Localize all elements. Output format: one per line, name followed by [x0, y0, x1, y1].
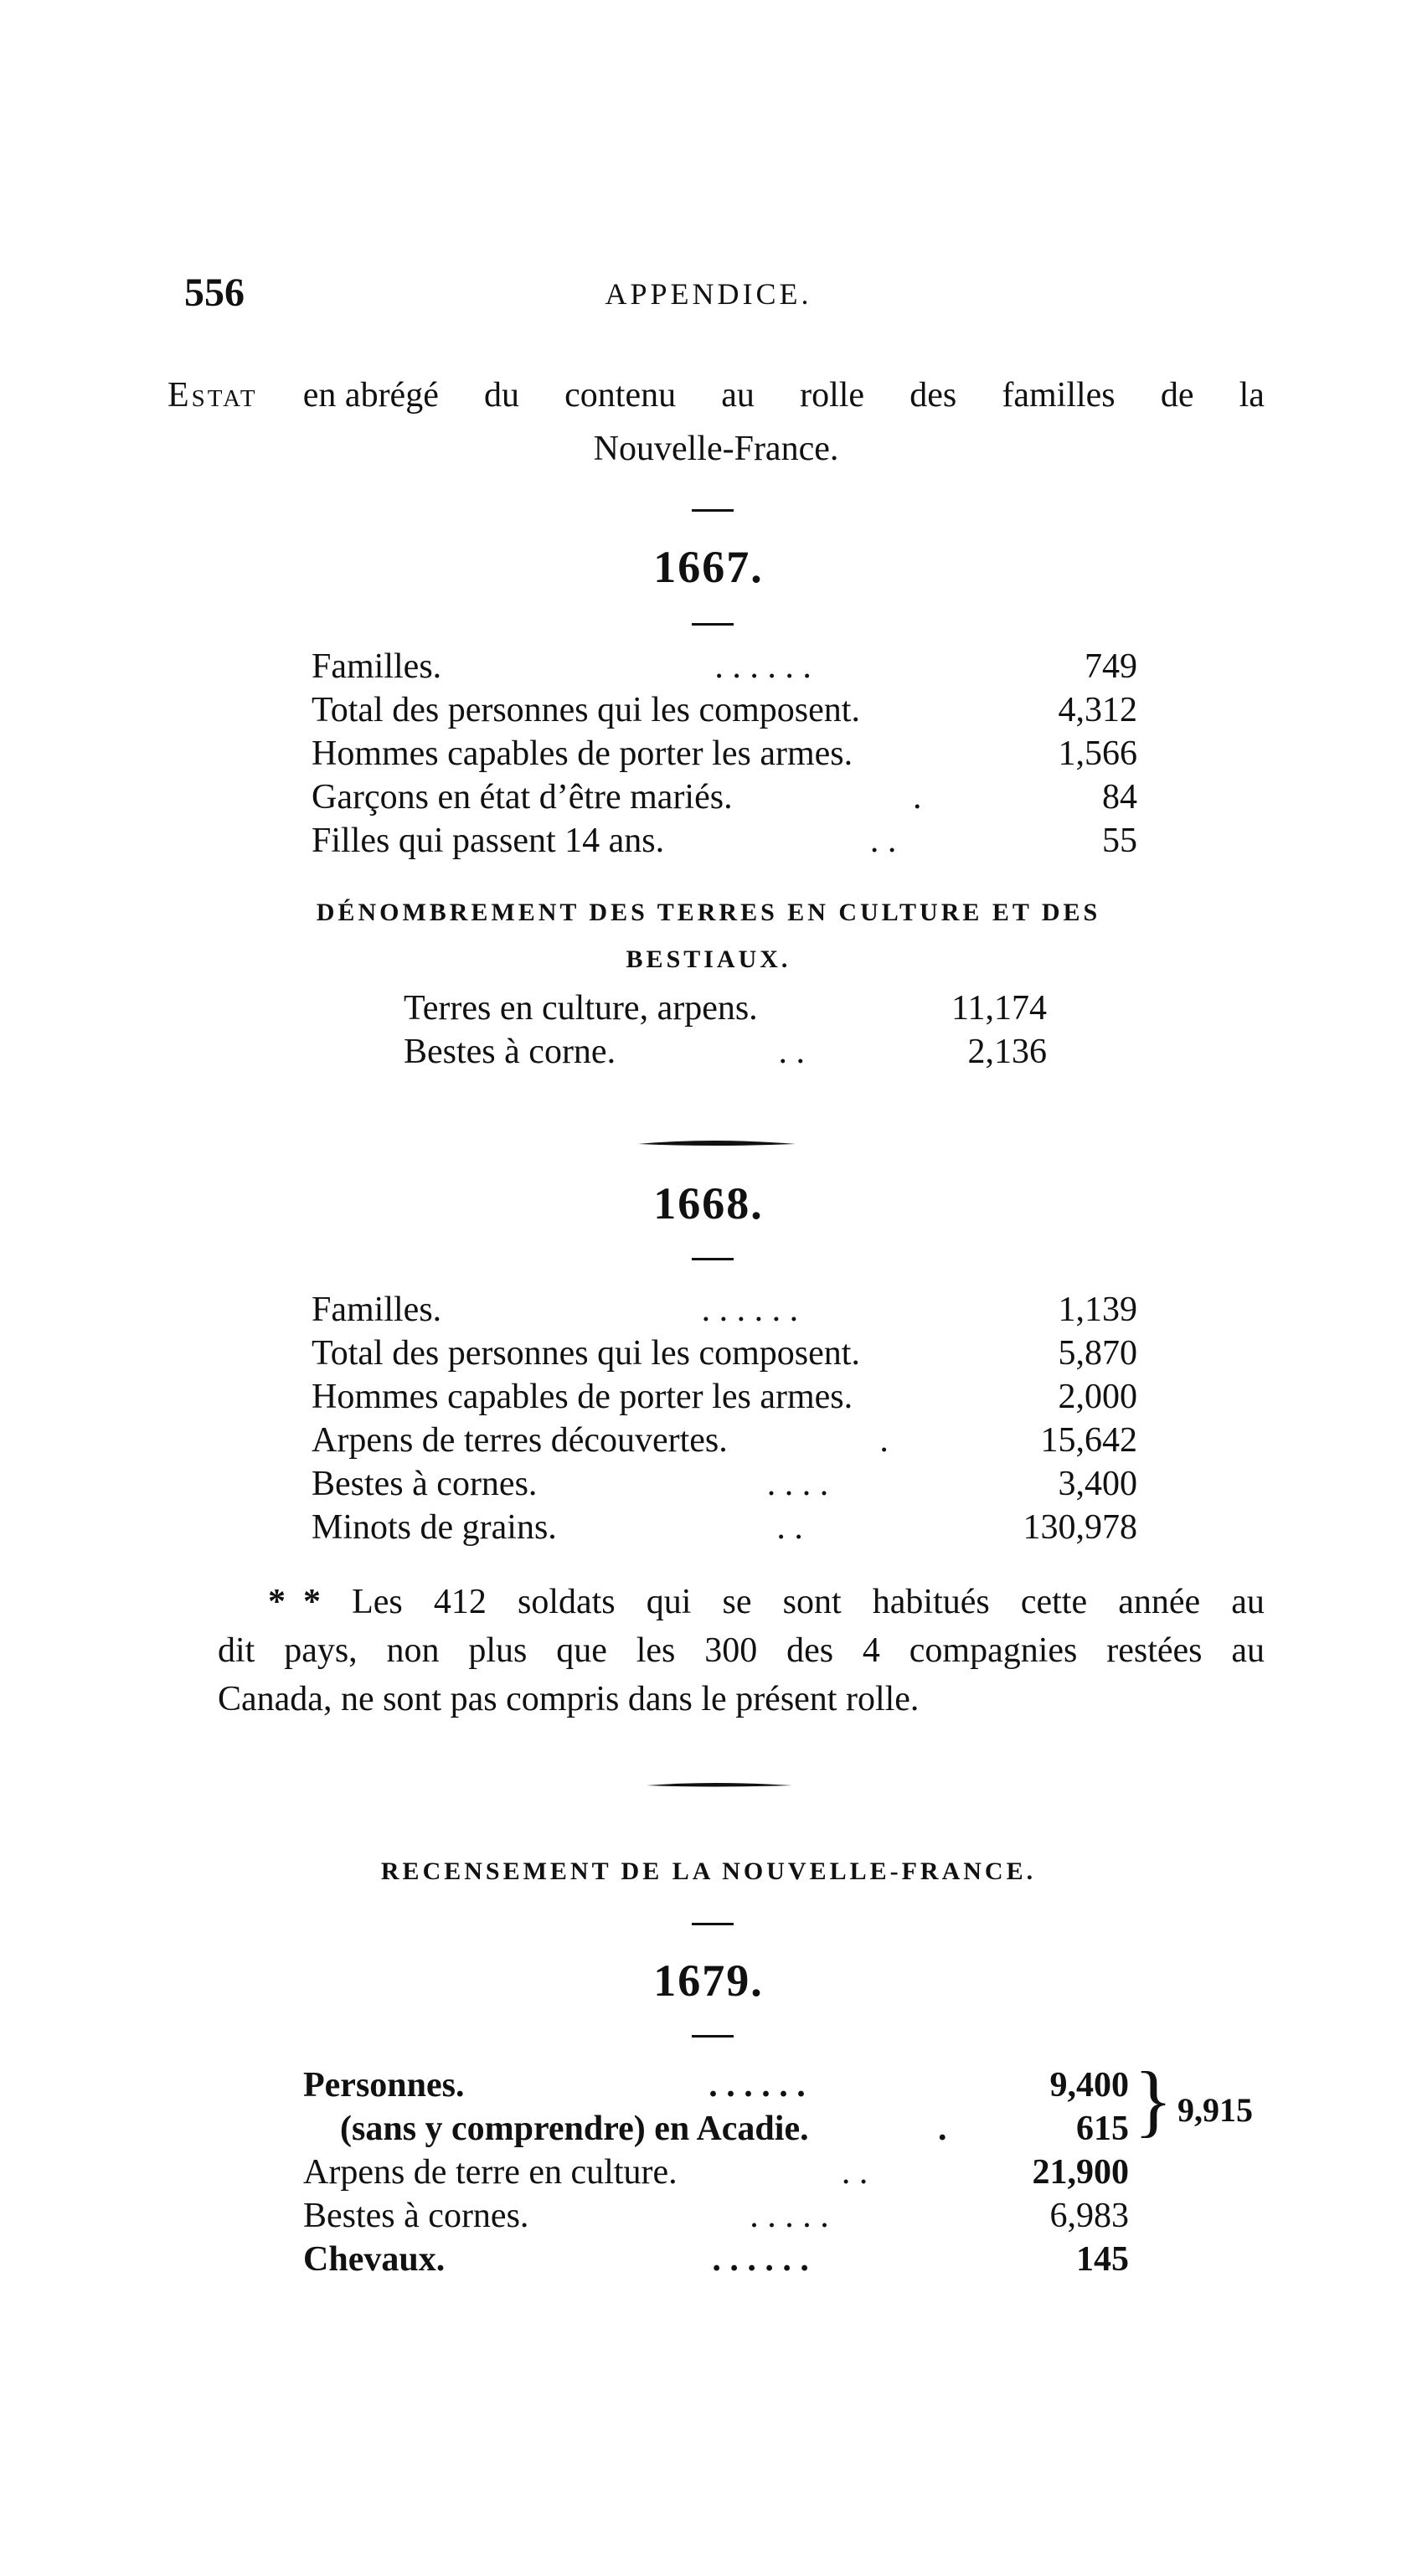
row-label: Arpens de terre en culture.	[303, 2153, 678, 2192]
note-word: restées	[1106, 1631, 1203, 1670]
intro-word: en abrégé	[302, 376, 439, 415]
row-leader: . . . .	[766, 1465, 829, 1503]
note-word: cette	[1020, 1583, 1088, 1621]
divider	[692, 509, 734, 512]
row-leader: . . . . . .	[712, 2240, 809, 2279]
table-row	[312, 777, 1137, 821]
ornament-rule	[0, 1777, 1417, 1794]
intro-word: du	[484, 376, 519, 415]
note-word: non	[386, 1631, 440, 1670]
row-label: Garçons en état d’être mariés.	[312, 778, 733, 817]
intro-word: de	[1160, 376, 1194, 415]
note-word: sont	[782, 1583, 842, 1621]
table-row	[312, 734, 1137, 777]
recensement-heading: RECENSEMENT DE LA NOUVELLE-FRANCE.	[380, 1857, 1037, 1885]
table-row	[312, 647, 1137, 690]
table-row	[303, 2065, 1129, 2109]
row-value: 3,400	[1058, 1465, 1137, 1503]
note-word: les	[636, 1631, 676, 1670]
intro-line-2: Nouvelle-France.	[593, 430, 839, 468]
note-word: soldats	[517, 1583, 616, 1621]
note-mark: * *	[268, 1583, 321, 1621]
note-word: pays,	[284, 1631, 358, 1670]
row-label: Bestes à cornes.	[303, 2197, 529, 2235]
table-1679	[303, 2065, 1129, 2283]
row-value: 15,642	[1040, 1421, 1137, 1460]
note-line-3: Canada, ne sont pas compris dans le présent rolle.	[218, 1680, 920, 1718]
row-leader: .	[913, 778, 922, 817]
row-label: Total des personnes qui les composent.	[312, 691, 860, 729]
note-word: que	[556, 1631, 607, 1670]
table-row	[312, 1420, 1137, 1464]
row-label: Filles qui passent 14 ans.	[312, 822, 665, 860]
table-row	[312, 821, 1137, 864]
intro-word: au	[721, 376, 755, 415]
row-label: Familles.	[312, 1291, 442, 1329]
row-value: 84	[1102, 778, 1137, 817]
note-word: au	[1231, 1583, 1265, 1621]
row-value: 130,978	[1023, 1508, 1137, 1547]
intro-word: Estat	[167, 376, 258, 415]
row-label: Minots de grains.	[312, 1508, 557, 1547]
row-value: 6,983	[1049, 2197, 1129, 2235]
table-1668	[312, 1290, 1137, 1551]
row-label: Arpens de terres découvertes.	[312, 1421, 728, 1460]
row-label: (sans y comprendre) en Acadie.	[340, 2110, 809, 2148]
table-row	[312, 690, 1137, 734]
divider	[692, 2035, 734, 2038]
row-value: 9,400	[1049, 2066, 1129, 2105]
note-word: Les	[352, 1583, 403, 1621]
year-heading-1679: 1679.	[653, 1955, 764, 2006]
brace-icon: }	[1134, 2055, 1173, 2145]
row-value: 4,312	[1058, 691, 1137, 729]
row-leader: . . . . . .	[714, 647, 812, 686]
table-row	[404, 988, 1047, 1032]
divider	[692, 623, 734, 626]
table-row	[303, 2239, 1129, 2283]
denombrement-line-2: BESTIAUX.	[626, 945, 791, 973]
brace-total: 9,915	[1177, 2091, 1253, 2129]
note-word: se	[722, 1583, 752, 1621]
row-value: 1,566	[1058, 734, 1137, 773]
denombrement-heading	[0, 889, 1417, 983]
row-leader: . .	[841, 2153, 868, 2192]
table-terres-1667	[404, 988, 1047, 1075]
note-word: qui	[646, 1583, 692, 1621]
row-leader: . .	[776, 1508, 803, 1547]
divider	[692, 1258, 734, 1260]
intro-heading	[167, 368, 1265, 476]
table-row	[404, 1032, 1047, 1075]
note-line-1	[218, 1578, 1265, 1626]
year-heading-1668: 1668.	[653, 1178, 764, 1229]
note-word: dit	[218, 1631, 255, 1670]
page-number: 556	[184, 270, 245, 315]
row-label: Total des personnes qui les composent.	[312, 1334, 860, 1373]
table-1667	[312, 647, 1137, 864]
divider	[692, 1923, 734, 1925]
row-value: 1,139	[1058, 1291, 1137, 1329]
row-value: 5,870	[1058, 1334, 1137, 1373]
row-value: 615	[1075, 2110, 1129, 2148]
note-word: des	[786, 1631, 834, 1670]
note-word: 4	[862, 1631, 880, 1670]
table-row	[312, 1464, 1137, 1507]
note-word: au	[1231, 1631, 1265, 1670]
row-value: 11,174	[951, 989, 1047, 1028]
note-word: compagnies	[909, 1631, 1078, 1670]
row-label: Terres en culture, arpens.	[404, 989, 758, 1028]
note-word: plus	[468, 1631, 528, 1670]
note-word: 300	[704, 1631, 758, 1670]
table-row	[312, 1290, 1137, 1333]
intro-word: la	[1239, 376, 1265, 415]
row-leader: . . . . .	[750, 2197, 829, 2235]
row-leader: .	[879, 1421, 889, 1460]
table-row	[303, 2152, 1129, 2196]
table-row	[312, 1333, 1137, 1377]
footnote-1668	[218, 1578, 1265, 1723]
row-leader: . . . . . .	[708, 2066, 806, 2105]
table-row	[303, 2109, 1129, 2152]
intro-word: rolle	[800, 376, 865, 415]
row-value: 2,000	[1058, 1378, 1137, 1416]
row-label: Chevaux.	[303, 2240, 446, 2279]
note-word: année	[1118, 1583, 1201, 1621]
row-value: 21,900	[1032, 2153, 1129, 2192]
row-label: Hommes capables de porter les armes.	[312, 1378, 853, 1416]
running-title: APPENDICE.	[605, 277, 812, 311]
row-label: Bestes à cornes.	[312, 1465, 538, 1503]
table-row	[303, 2196, 1129, 2239]
row-label: Familles.	[312, 647, 442, 686]
row-value: 749	[1084, 647, 1137, 686]
table-row	[312, 1507, 1137, 1551]
row-value: 2,136	[967, 1033, 1047, 1071]
intro-line-1	[167, 368, 1265, 422]
intro-word: familles	[1002, 376, 1116, 415]
table-row	[312, 1377, 1137, 1420]
row-value: 145	[1075, 2240, 1129, 2279]
row-leader: . . . . . .	[701, 1291, 799, 1329]
row-leader: . .	[869, 822, 897, 860]
intro-word: des	[909, 376, 957, 415]
denombrement-line-1: DÉNOMBREMENT DES TERRES EN CULTURE ET DES	[316, 899, 1101, 926]
row-label: Hommes capables de porter les armes.	[312, 734, 853, 773]
intro-word: contenu	[564, 376, 677, 415]
ornament-rule	[0, 1136, 1417, 1152]
year-heading-1667: 1667.	[653, 542, 764, 592]
row-value: 55	[1102, 822, 1137, 860]
note-word: habitués	[872, 1583, 990, 1621]
note-line-2	[218, 1626, 1265, 1675]
row-label: Bestes à corne.	[404, 1033, 616, 1071]
row-leader: .	[938, 2110, 947, 2148]
note-word: 412	[433, 1583, 487, 1621]
row-leader: . .	[778, 1033, 806, 1071]
row-label: Personnes.	[303, 2066, 465, 2105]
